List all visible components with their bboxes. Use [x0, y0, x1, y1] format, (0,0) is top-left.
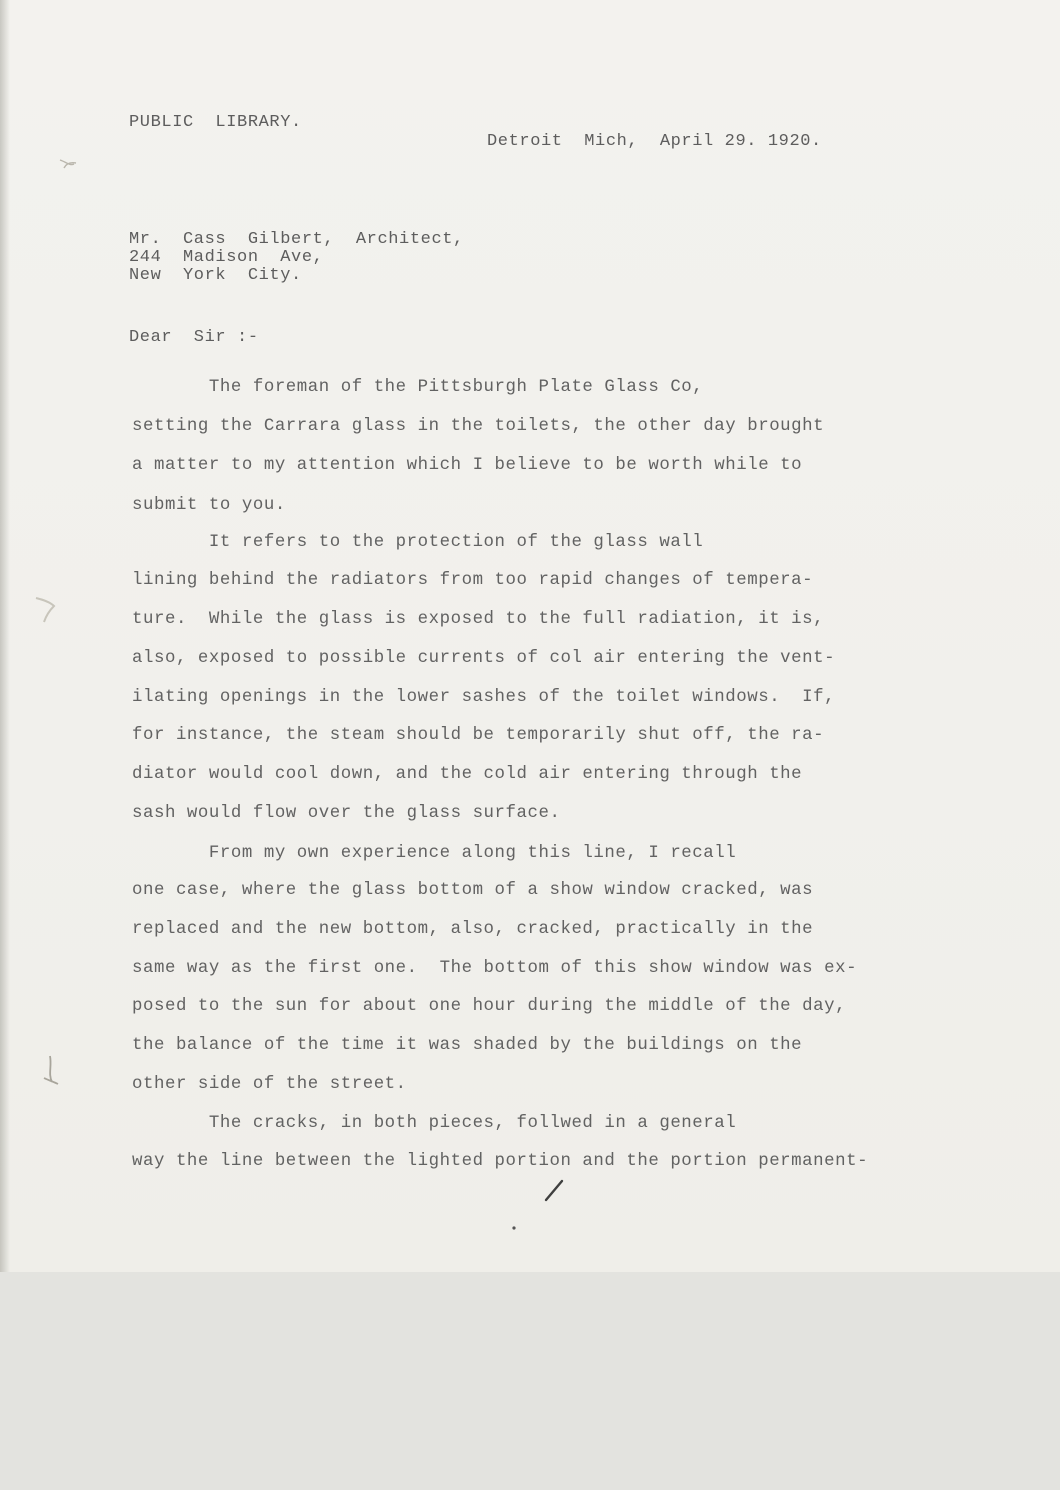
- address-line: New York City.: [129, 266, 302, 285]
- body-line: other side of the street.: [132, 1075, 407, 1094]
- body-line: sash would flow over the glass surface.: [132, 804, 561, 823]
- body-line: a matter to my attention which I believe to be worth while to: [132, 456, 803, 475]
- body-line: ilating openings in the lower sashes of the toilet windows. If,: [132, 688, 836, 707]
- body-line: diator would cool down, and the cold air entering through the: [132, 765, 803, 784]
- scan-backdrop: [0, 1272, 1060, 1490]
- address-line: Mr. Cass Gilbert, Architect,: [129, 230, 464, 249]
- body-line: same way as the first one. The bottom of this show window was ex-: [132, 959, 858, 978]
- letterhead: PUBLIC LIBRARY.: [129, 113, 302, 132]
- tear-mark: [30, 588, 70, 628]
- body-line: posed to the sun for about one hour during the middle of the day,: [132, 997, 847, 1016]
- body-line: setting the Carrara glass in the toilets, the other day brought: [132, 417, 825, 436]
- body-line: It refers to the protection of the glass wall: [132, 533, 704, 552]
- body-line: the balance of the time it was shaded by the buildings on the: [132, 1036, 803, 1055]
- salutation: Dear Sir :-: [129, 328, 259, 347]
- body-line: The foreman of the Pittsburgh Plate Glass Co,: [132, 378, 704, 397]
- body-line: also, exposed to possible currents of col air entering the vent-: [132, 649, 836, 668]
- body-line: way the line between the lighted portion and the portion permanent-: [132, 1152, 869, 1171]
- body-line: replaced and the new bottom, also, cracked, practically in the: [132, 920, 814, 939]
- dateline: Detroit Mich, April 29. 1920.: [487, 132, 822, 151]
- stain-mark: [52, 150, 82, 180]
- ink-dot: [511, 1225, 517, 1231]
- address-line: 244 Madison Ave,: [129, 248, 324, 267]
- body-line: for instance, the steam should be temporarily shut off, the ra-: [132, 726, 825, 745]
- body-line: submit to you.: [132, 496, 286, 515]
- slash-mark: [538, 1178, 568, 1204]
- body-line: The cracks, in both pieces, follwed in a general: [132, 1114, 737, 1133]
- stain-mark: [36, 1052, 66, 1092]
- body-line: ture. While the glass is exposed to the full radiation, it is,: [132, 610, 825, 629]
- body-line: lining behind the radiators from too rapid changes of tempera-: [132, 571, 814, 590]
- body-line: one case, where the glass bottom of a show window cracked, was: [132, 881, 814, 900]
- body-line: From my own experience along this line, I recall: [132, 844, 737, 863]
